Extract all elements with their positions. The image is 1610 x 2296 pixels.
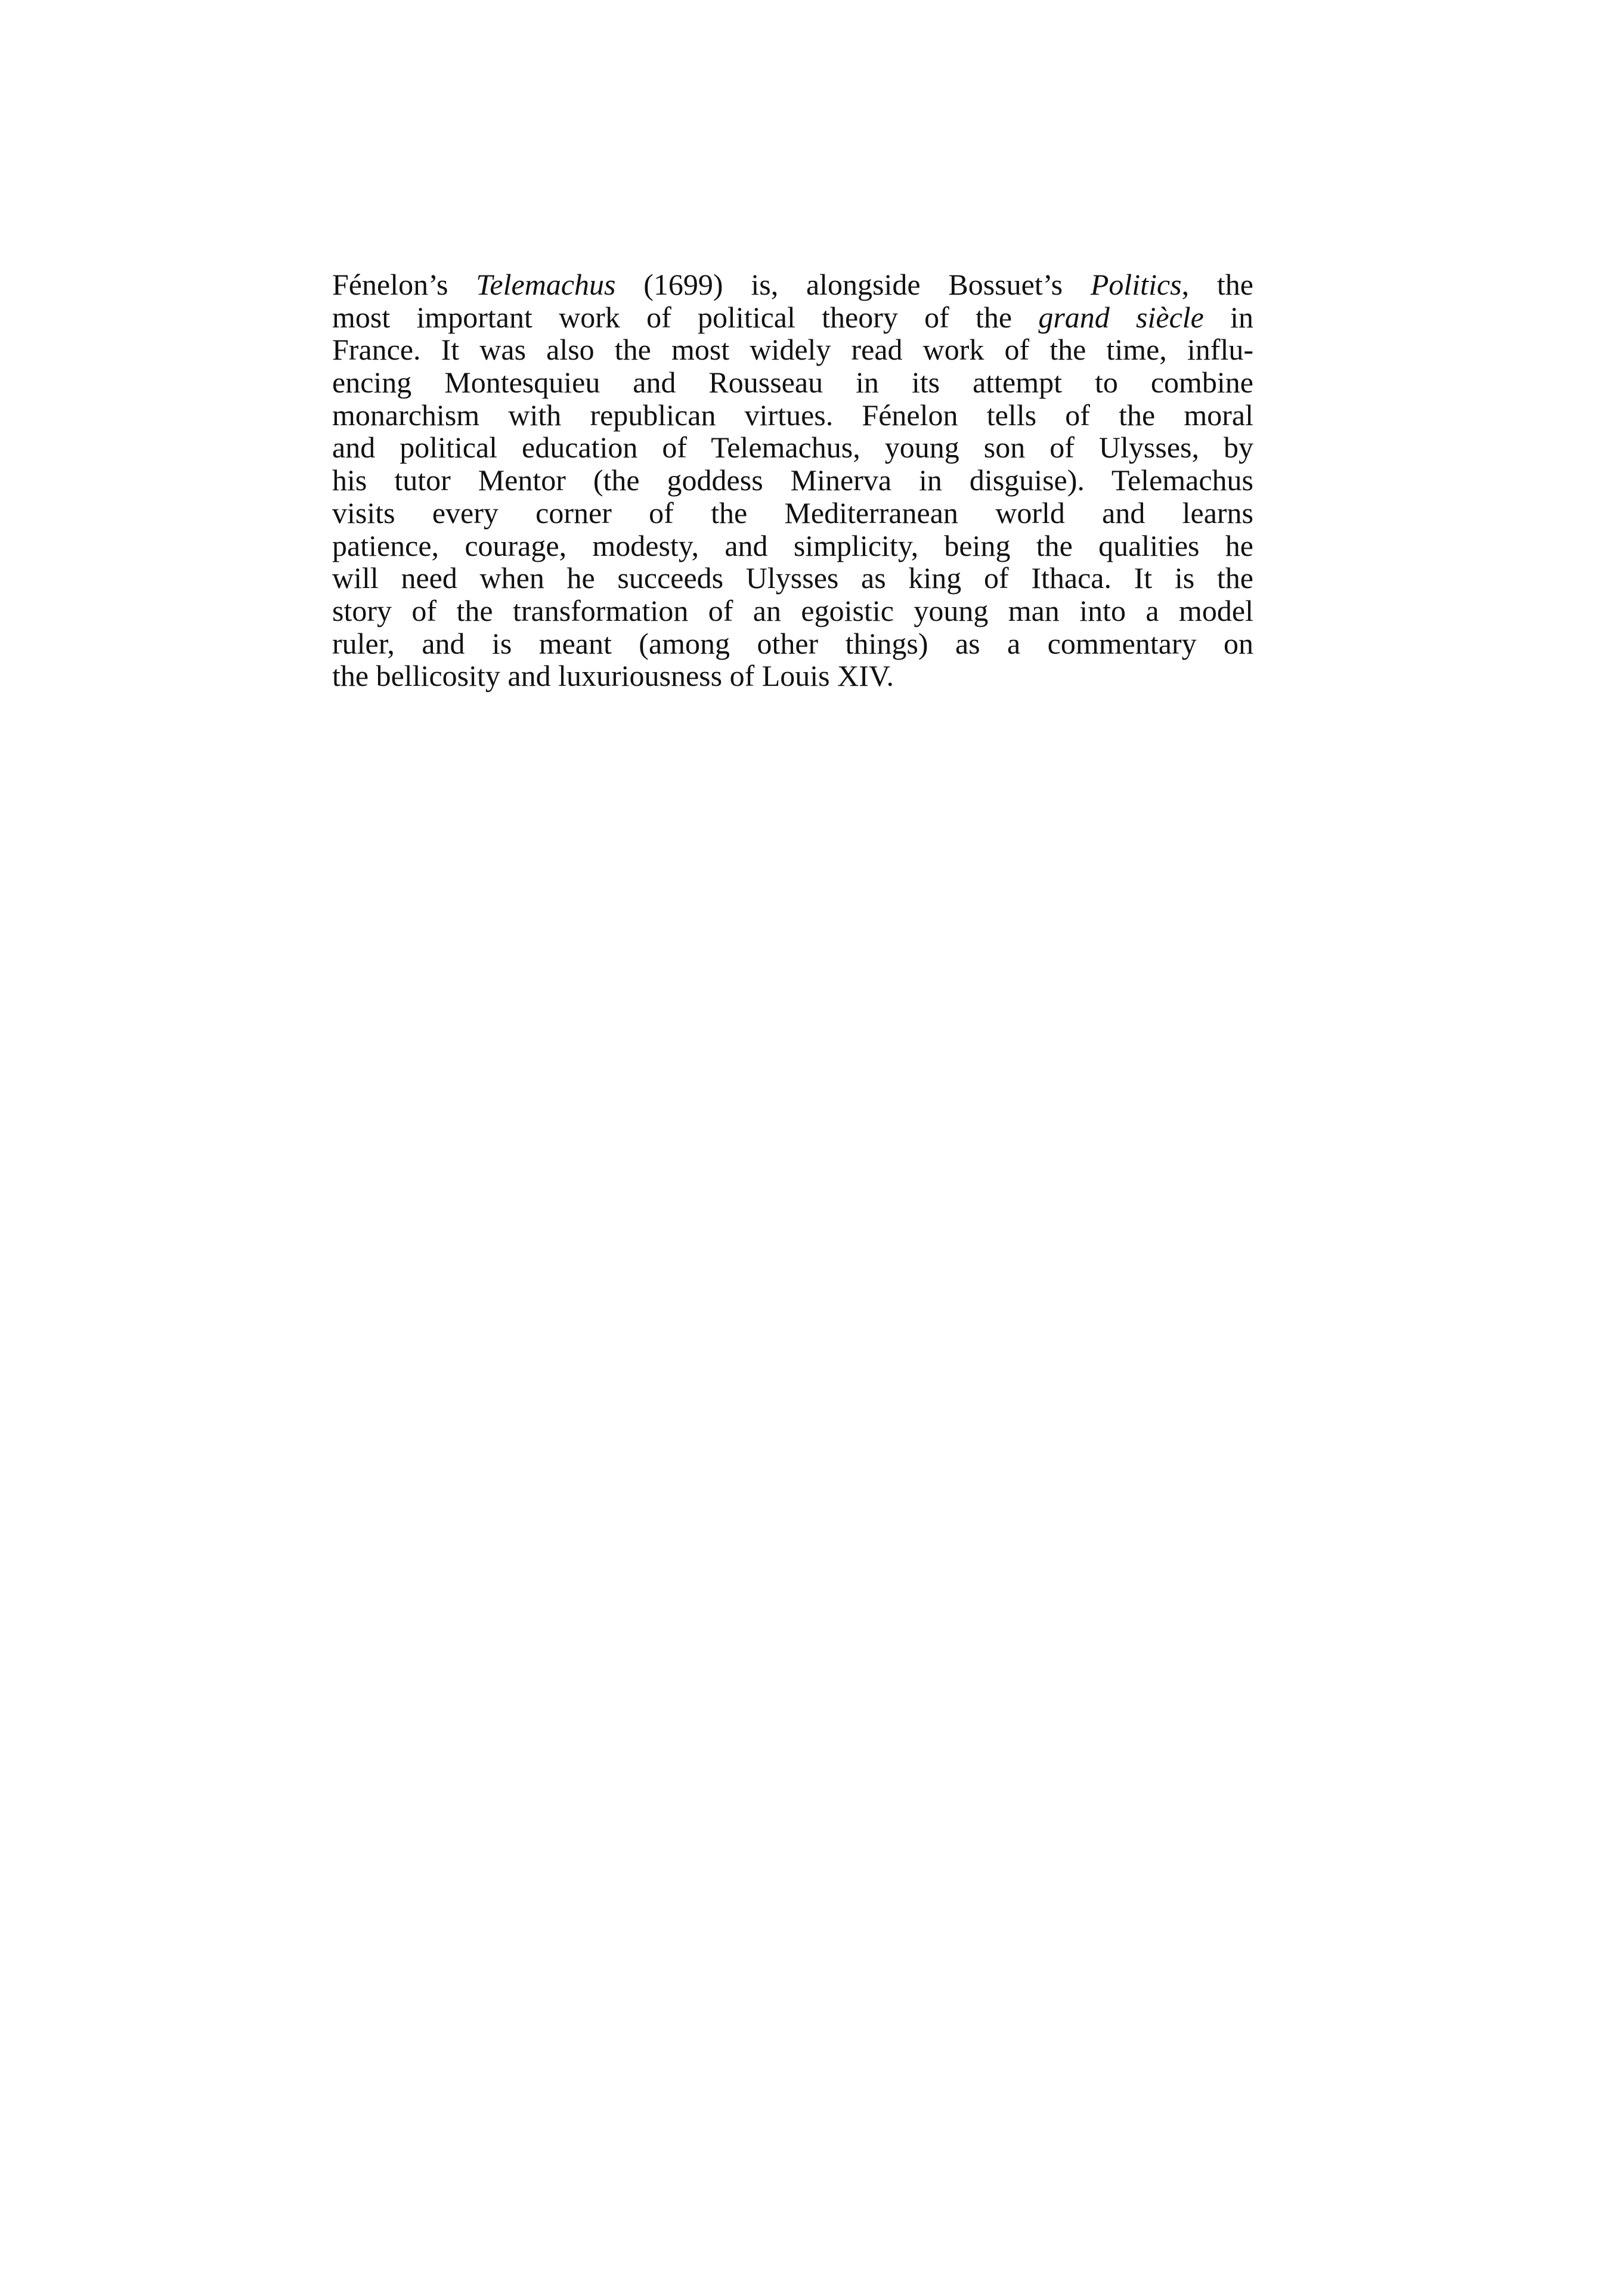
text-segment: patience, courage, modesty, and simplicity, being the qualities he bbox=[332, 528, 1253, 562]
text-segment: , the bbox=[1181, 268, 1253, 301]
text-segment: visits every corner of the Mediterranean world and learns bbox=[332, 496, 1253, 530]
text-line bbox=[332, 530, 1253, 562]
text-segment: most important work of political theory of the bbox=[332, 300, 1039, 334]
text-segment: ruler, and is meant (among other things) as a commentary on bbox=[332, 626, 1253, 660]
text-line bbox=[332, 333, 1253, 366]
text-segment: will need when he succeeds Ulysses as king of Ithaca. It is the bbox=[332, 561, 1253, 595]
text-line bbox=[332, 627, 1253, 660]
text-line bbox=[332, 366, 1253, 399]
text-line bbox=[332, 562, 1253, 595]
text-segment: monarchism with republican virtues. Fénelon tells of the moral bbox=[332, 398, 1253, 432]
text-segment: Fénelon’s bbox=[332, 268, 476, 301]
text-segment: encing Montesquieu and Rousseau in its attempt to combine bbox=[332, 366, 1253, 400]
text-line bbox=[332, 595, 1253, 627]
blurb-paragraph bbox=[332, 268, 1253, 692]
text-segment: and political education of Telemachus, young son of Ulysses, by bbox=[332, 431, 1253, 465]
italic-title-text: grand siècle bbox=[1038, 300, 1204, 334]
text-line bbox=[332, 497, 1253, 530]
text-segment: France. It was also the most widely read work of the time, influ- bbox=[332, 333, 1253, 367]
text-segment: his tutor Mentor (the goddess Minerva in disguise). Telemachus bbox=[332, 463, 1253, 497]
text-segment: the bellicosity and luxuriousness of Louis XIV. bbox=[332, 659, 894, 693]
text-line bbox=[332, 301, 1253, 334]
italic-title-text: Politics bbox=[1090, 268, 1182, 301]
text-line bbox=[332, 464, 1253, 497]
text-line bbox=[332, 399, 1253, 432]
italic-title-text: Telemachus bbox=[476, 268, 616, 301]
text-segment: (1699) is, alongside Bossuet’s bbox=[615, 268, 1091, 301]
text-line bbox=[332, 268, 1253, 301]
text-segment: story of the transformation of an egoistic young man into a model bbox=[332, 593, 1253, 627]
text-line bbox=[332, 660, 1253, 692]
text-segment: in bbox=[1203, 300, 1253, 334]
text-line bbox=[332, 431, 1253, 464]
